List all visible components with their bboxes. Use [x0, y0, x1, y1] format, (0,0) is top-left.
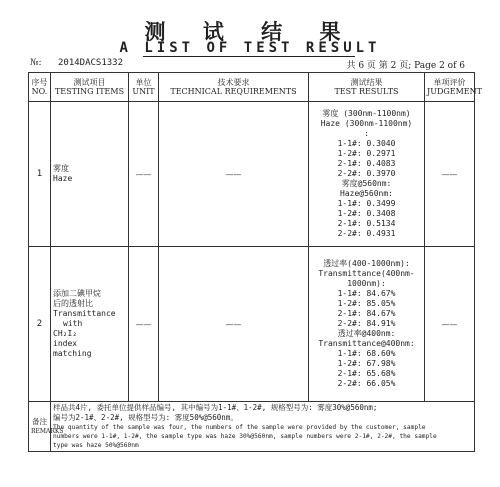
test-results: 透过率(400-1000nm): Transmittance(400nm- 1000nm): 1-1#: 84.67% 1-2#: 85.05% 2-1#: 84.67% 2-2#: 84.91% 透过率@400nm: Transmittance@400nm: 1-1#: 68.60% 1-2#: 67.98% 2-1#: 65.68% 2-2#: 66.05% [309, 247, 425, 402]
table-row [29, 247, 475, 402]
col-header-no: 序号 NO. [29, 73, 51, 102]
col-header-item: 测试项目 TESTING ITEMS [51, 73, 129, 102]
judgement-cell: —— [425, 247, 475, 402]
title-underline [143, 56, 355, 57]
table-header-row [29, 73, 475, 102]
testing-item: 添加二碘甲烷 后的透射比 Transmittance with CH₂I₂ index matching [51, 247, 129, 402]
unit-cell: —— [129, 102, 159, 247]
testing-item: 雾度 Haze [51, 102, 129, 247]
table-row [29, 102, 475, 247]
judgement-cell: —— [425, 102, 475, 247]
col-header-results: 测试结果 TEST RESULTS [309, 73, 425, 102]
remarks-row [29, 402, 475, 452]
col-header-unit: 单位 UNIT [129, 73, 159, 102]
unit-cell: —— [129, 247, 159, 402]
requirement-cell: —— [159, 247, 309, 402]
col-header-requirements: 技术要求 TECHNICAL REQUIREMENTS [159, 73, 309, 102]
row-number: 2 [29, 247, 51, 402]
page-indicator: 共 6 页 第 2 页; Page 2 of 6 [346, 61, 465, 71]
results-table [28, 72, 482, 452]
report-title-chinese: 测 试 结 果 [144, 19, 356, 44]
remarks-text: 样品共4片, 委托单位提供样品编号, 其中编号为1-1#、1-2#, 规格型号为: 雾度30%@560nm; 编号为2-1#、2-2#, 规格型号为: 雾度50%@560nm。 The quantity of the sample was four, the numbers of the sample were provided by the customer, sample numbers were 1-1#, 1-2#, the sample type was haze 30%@560nm, sample numbers were 2-1#, 2-2#, the sample type was haze 50%@560nm [51, 402, 475, 452]
report-number-label: №: [30, 58, 42, 68]
report-title-english: A LIST OF TEST RESULT [119, 40, 381, 56]
remarks-label: 备注 REMARKS [29, 402, 51, 452]
col-header-judgement: 单项评价 JUDGEMENT [425, 73, 475, 102]
row-number: 1 [29, 102, 51, 247]
requirement-cell: —— [159, 102, 309, 247]
report-number: 2014DACS1332 [58, 58, 124, 68]
test-results: 雾度 (300nm-1100nm) Haze (300nm-1100nm) : 1-1#: 0.3040 1-2#: 0.2971 2-1#: 0.4083 2-2#: 0.3970 雾度@560nm: Haze@560nm: 1-1#: 0.3499 1-2#: 0.3408 2-1#: 0.5134 2-2#: 0.4931 [309, 102, 425, 247]
